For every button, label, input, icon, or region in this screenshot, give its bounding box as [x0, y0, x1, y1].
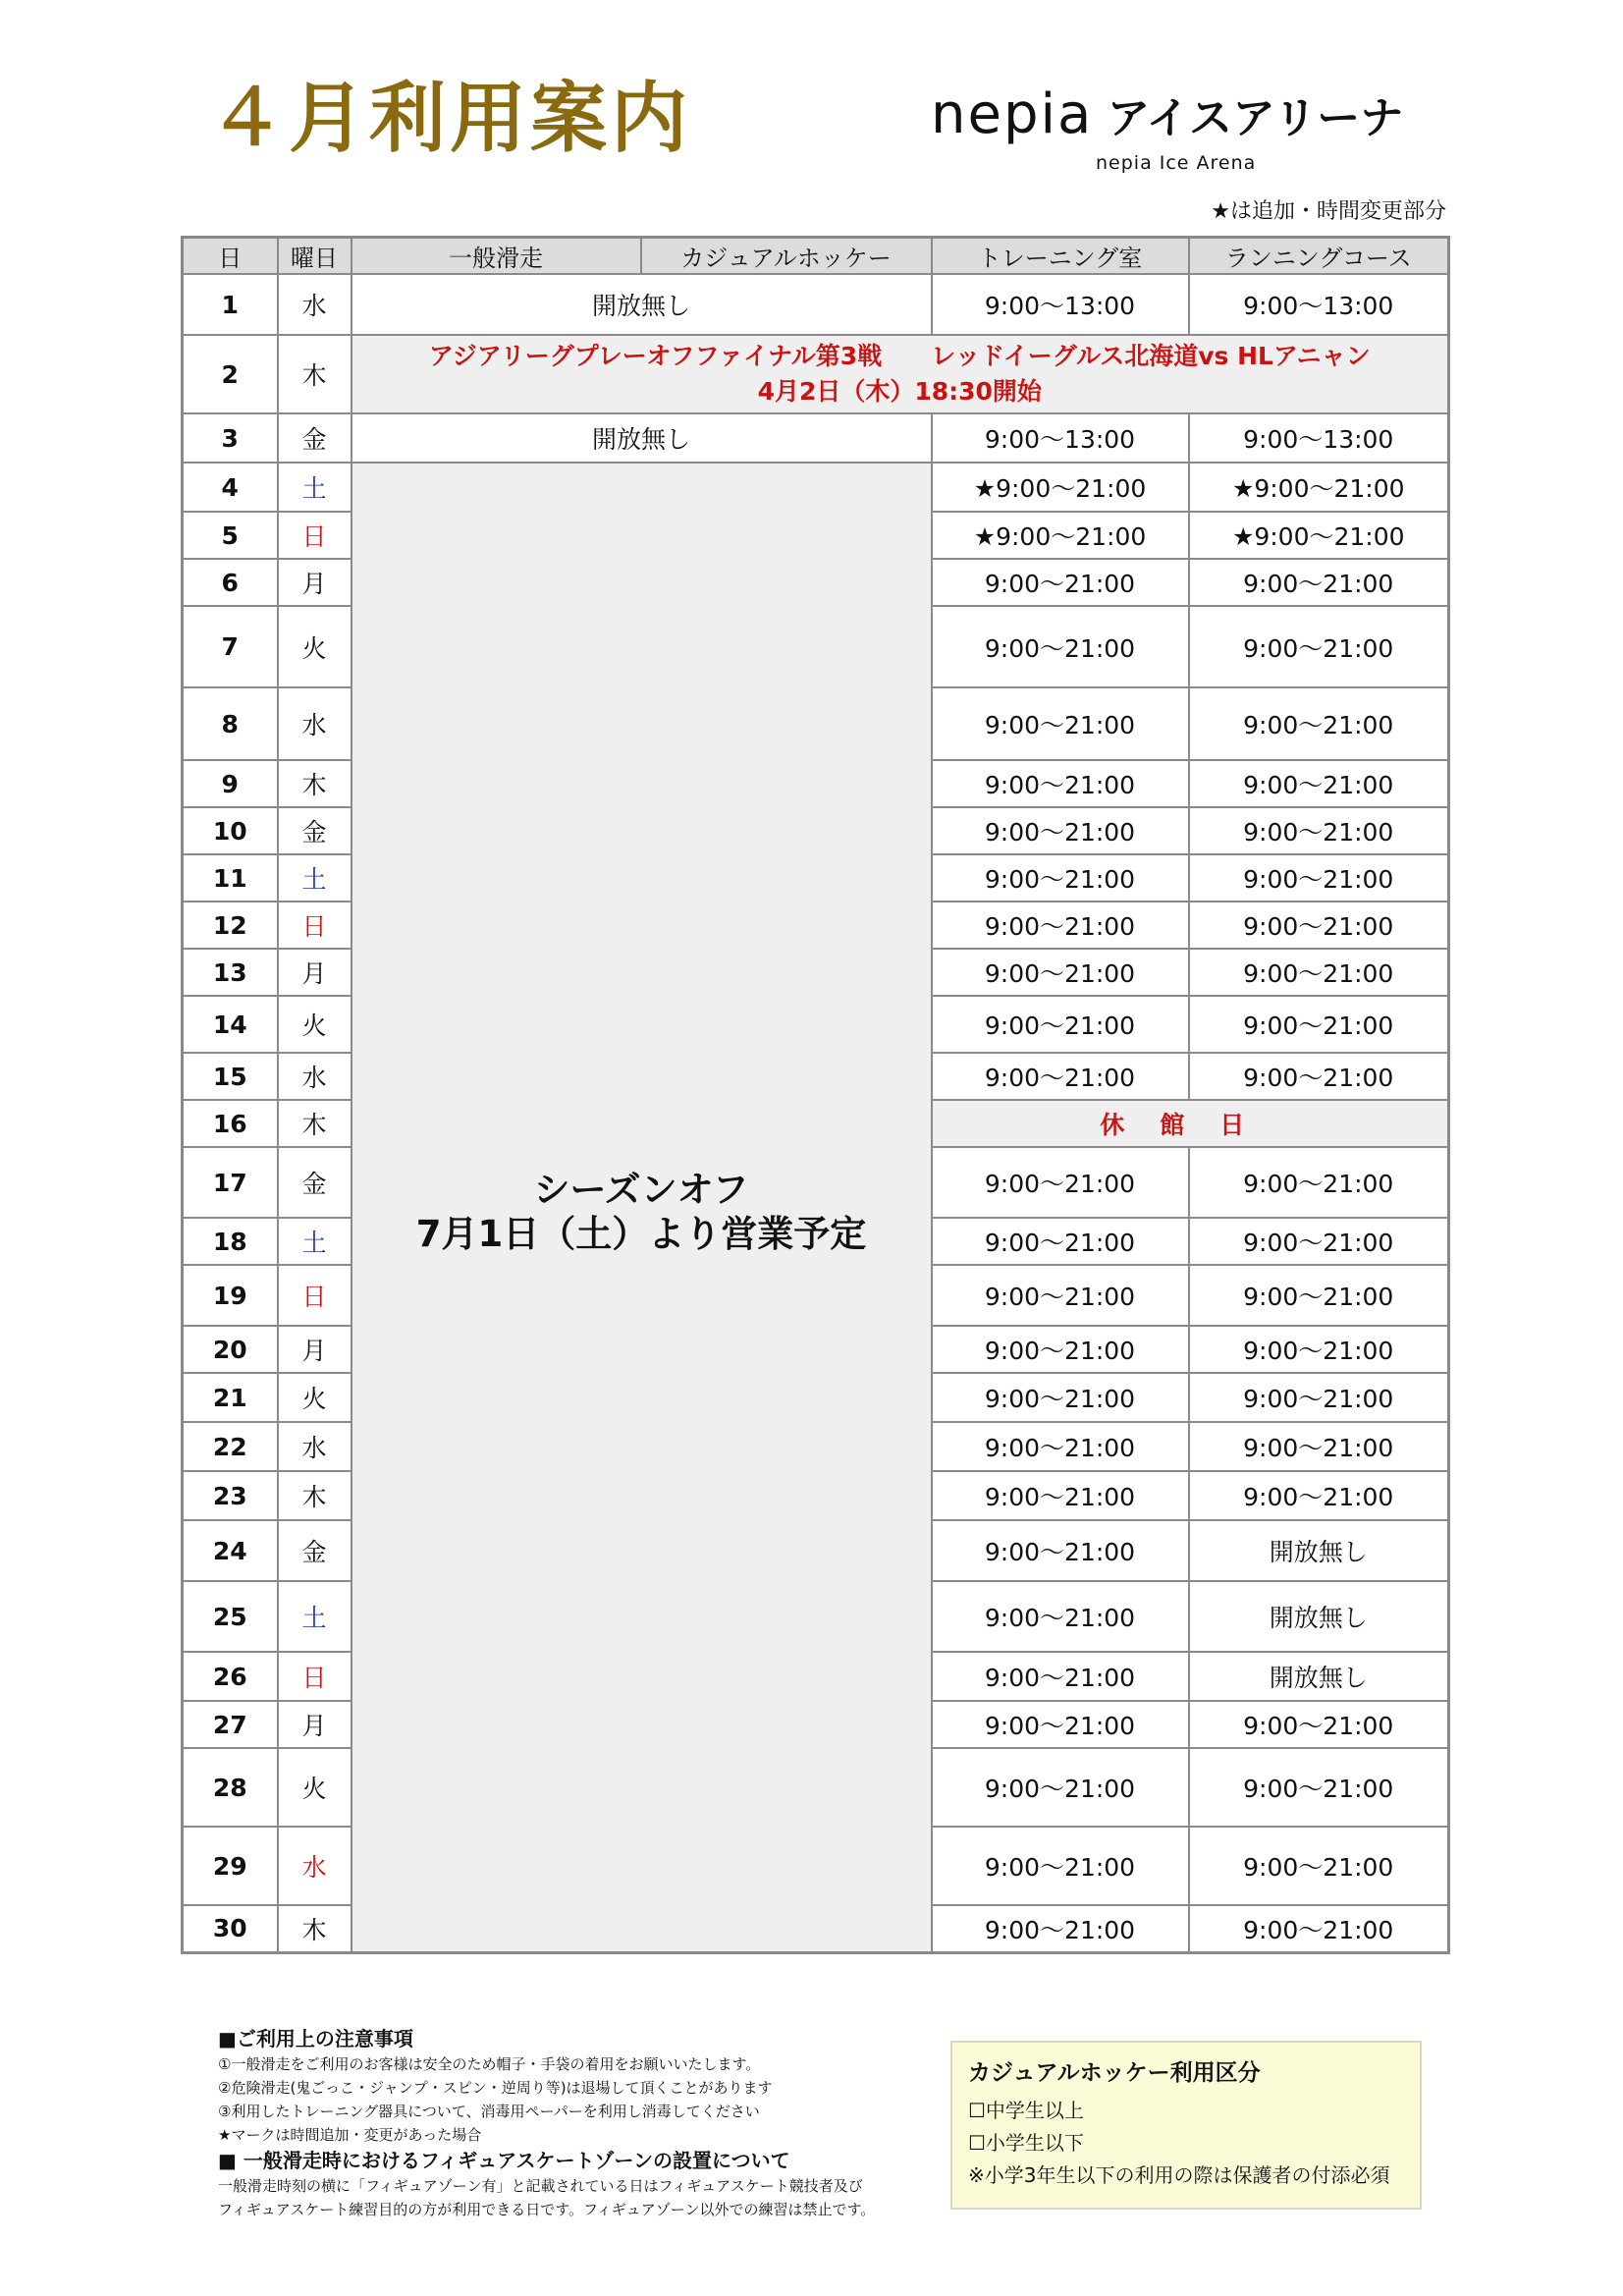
running-course-cell: 9:00～13:00 [1189, 413, 1449, 463]
day-cell: 12 [183, 902, 278, 949]
day-cell: 11 [183, 854, 278, 902]
training-room-cell: 9:00～21:00 [932, 1520, 1189, 1581]
training-room-cell: 9:00～21:00 [932, 949, 1189, 996]
table-row [183, 335, 1449, 413]
running-course-cell: 9:00～21:00 [1189, 760, 1449, 807]
day-cell: 15 [183, 1053, 278, 1100]
day-cell: 26 [183, 1652, 278, 1701]
day-cell: 24 [183, 1520, 278, 1581]
table-row [183, 463, 1449, 512]
training-room-cell: 9:00～21:00 [932, 559, 1189, 606]
training-room-cell: 9:00～21:00 [932, 1581, 1189, 1652]
day-cell: 28 [183, 1748, 278, 1827]
weekday-cell: 日 [278, 1265, 352, 1326]
running-course-cell: 9:00～21:00 [1189, 854, 1449, 902]
logo-subtitle: nepia Ice Arena [1096, 152, 1257, 174]
header-training-room: トレーニング室 [932, 238, 1189, 275]
training-room-cell: 9:00～21:00 [932, 1652, 1189, 1701]
training-room-cell: 9:00～21:00 [932, 1471, 1189, 1520]
header-running-course: ランニングコース [1189, 238, 1449, 275]
logo-nepia-text: nepia [931, 82, 1094, 146]
weekday-cell: 月 [278, 1326, 352, 1373]
running-course-cell: 9:00～21:00 [1189, 606, 1449, 687]
running-course-cell: 9:00～21:00 [1189, 1827, 1449, 1905]
note-line: ③利用したトレーニング器具について、消毒用ペーパーを利用し消毒してください [218, 2103, 760, 2120]
day-cell: 23 [183, 1471, 278, 1520]
training-room-cell: 9:00～21:00 [932, 807, 1189, 854]
running-course-cell: 9:00～21:00 [1189, 1218, 1449, 1265]
day-cell: 6 [183, 559, 278, 606]
weekday-cell: 水 [278, 1053, 352, 1100]
training-room-cell: 9:00～21:00 [932, 996, 1189, 1053]
training-room-cell: 9:00～21:00 [932, 1748, 1189, 1827]
day-cell: 14 [183, 996, 278, 1053]
day-cell: 21 [183, 1373, 278, 1422]
holiday-cell: 休館日 [932, 1100, 1449, 1147]
training-room-cell: ★9:00～21:00 [932, 512, 1189, 559]
header-general-skating: 一般滑走 [352, 238, 641, 275]
weekday-cell: 木 [278, 760, 352, 807]
day-cell: 19 [183, 1265, 278, 1326]
weekday-cell: 月 [278, 559, 352, 606]
weekday-cell: 火 [278, 606, 352, 687]
day-cell: 16 [183, 1100, 278, 1147]
running-course-cell: ★9:00～21:00 [1189, 512, 1449, 559]
note-line: ★マークは時間追加・変更があった場合 [218, 2126, 482, 2144]
training-room-cell: ★9:00～21:00 [932, 463, 1189, 512]
note-line: ①一般滑走をご利用のお客様は安全のため帽子・手袋の着用をお願いいたします。 [218, 2055, 761, 2073]
day-cell: 17 [183, 1147, 278, 1218]
training-room-cell: 9:00～21:00 [932, 1218, 1189, 1265]
running-course-cell: ★9:00～21:00 [1189, 463, 1449, 512]
running-course-cell: 9:00～21:00 [1189, 1748, 1449, 1827]
day-cell: 29 [183, 1827, 278, 1905]
logo-japanese-text: アイスアリーナ [1107, 93, 1404, 143]
season-off-cell [352, 463, 932, 1952]
running-course-cell: 開放無し [1189, 1652, 1449, 1701]
training-room-cell: 9:00～13:00 [932, 274, 1189, 335]
weekday-cell: 水 [278, 687, 352, 760]
running-course-cell: 9:00～21:00 [1189, 1326, 1449, 1373]
page-title: ４月利用案内 [208, 75, 692, 163]
training-room-cell: 9:00～21:00 [932, 606, 1189, 687]
legend-note: ★は追加・時間変更部分 [1211, 199, 1446, 224]
running-course-cell: 9:00～21:00 [1189, 949, 1449, 996]
schedule-table [181, 236, 1450, 1954]
season-reopen-date: 7月1日（土）より営業予定 [415, 1213, 867, 1255]
hockey-box-title: カジュアルホッケー利用区分 [968, 2060, 1261, 2086]
table-row [183, 274, 1449, 335]
running-course-cell: 9:00～21:00 [1189, 1147, 1449, 1218]
season-off-title: シーズンオフ [533, 1169, 749, 1211]
day-cell: 18 [183, 1218, 278, 1265]
training-room-cell: 9:00～21:00 [932, 854, 1189, 902]
hockey-item: ☐中学生以上 [968, 2099, 1084, 2122]
day-cell: 4 [183, 463, 278, 512]
training-room-cell: 9:00～21:00 [932, 1147, 1189, 1218]
general-hockey-closed-cell: 開放無し [352, 413, 932, 463]
season-off-notice [352, 1168, 931, 1256]
day-cell: 8 [183, 687, 278, 760]
general-hockey-closed-cell: 開放無し [352, 274, 932, 335]
weekday-cell: 土 [278, 854, 352, 902]
weekday-cell: 木 [278, 335, 352, 413]
running-course-cell: 9:00～21:00 [1189, 996, 1449, 1053]
arena-logo [931, 82, 1441, 174]
running-course-cell: 9:00～21:00 [1189, 1265, 1449, 1326]
weekday-cell: 木 [278, 1905, 352, 1952]
weekday-cell: 水 [278, 1827, 352, 1905]
day-cell: 30 [183, 1905, 278, 1952]
training-room-cell: 9:00～21:00 [932, 1326, 1189, 1373]
weekday-cell: 火 [278, 1748, 352, 1827]
header-casual-hockey: カジュアルホッケー [641, 238, 932, 275]
running-course-cell: 9:00～21:00 [1189, 902, 1449, 949]
day-cell: 25 [183, 1581, 278, 1652]
weekday-cell: 水 [278, 274, 352, 335]
weekday-cell: 月 [278, 949, 352, 996]
running-course-cell: 開放無し [1189, 1520, 1449, 1581]
notes-heading: ■ご利用上の注意事項 [218, 2027, 413, 2050]
day-cell: 20 [183, 1326, 278, 1373]
training-room-cell: 9:00～21:00 [932, 687, 1189, 760]
note-line: 一般滑走時刻の横に「フィギュアゾーン有」と記載されている日はフィギュアスケート競技者及び [218, 2177, 863, 2195]
weekday-cell: 木 [278, 1100, 352, 1147]
training-room-cell: 9:00～21:00 [932, 1053, 1189, 1100]
running-course-cell: 9:00～21:00 [1189, 559, 1449, 606]
weekday-cell: 金 [278, 1520, 352, 1581]
table-header-row [183, 238, 1449, 275]
running-course-cell: 開放無し [1189, 1581, 1449, 1652]
running-course-cell: 9:00～21:00 [1189, 1701, 1449, 1748]
note-line: フィギュアスケート練習目的の方が利用できる日です。フィギュアゾーン以外での練習は禁止です。 [218, 2201, 876, 2218]
running-course-cell: 9:00～21:00 [1189, 687, 1449, 760]
running-course-cell: 9:00～21:00 [1189, 1471, 1449, 1520]
weekday-cell: 日 [278, 902, 352, 949]
table-row [183, 413, 1449, 463]
day-cell: 13 [183, 949, 278, 996]
running-course-cell: 9:00～21:00 [1189, 1905, 1449, 1952]
weekday-cell: 土 [278, 463, 352, 512]
weekday-cell: 木 [278, 1471, 352, 1520]
day-cell: 10 [183, 807, 278, 854]
training-room-cell: 9:00～13:00 [932, 413, 1189, 463]
event-datetime: 4月2日（木）18:30開始 [757, 377, 1042, 406]
note-line: ②危険滑走(鬼ごっこ・ジャンプ・スピン・逆周り等)は退場して頂くことがあります [218, 2079, 773, 2097]
weekday-cell: 金 [278, 1147, 352, 1218]
weekday-cell: 月 [278, 1701, 352, 1748]
weekday-cell: 金 [278, 807, 352, 854]
day-cell: 27 [183, 1701, 278, 1748]
header-day: 日 [183, 238, 278, 275]
training-room-cell: 9:00～21:00 [932, 1265, 1189, 1326]
day-cell: 5 [183, 512, 278, 559]
weekday-cell: 火 [278, 1373, 352, 1422]
event-title: アジアリーグプレーオフファイナル第3戦 レッドイーグルス北海道vs HLアニャン [428, 342, 1371, 370]
weekday-cell: 土 [278, 1581, 352, 1652]
weekday-cell: 日 [278, 512, 352, 559]
training-room-cell: 9:00～21:00 [932, 1701, 1189, 1748]
day-cell: 7 [183, 606, 278, 687]
weekday-cell: 土 [278, 1218, 352, 1265]
usage-notes [218, 2025, 905, 2221]
figure-zone-heading: ■ 一般滑走時におけるフィギュアスケートゾーンの設置について [218, 2149, 790, 2172]
training-room-cell: 9:00～21:00 [932, 902, 1189, 949]
running-course-cell: 9:00～21:00 [1189, 1053, 1449, 1100]
hockey-item: ※小学3年生以下の利用の際は保護者の付添必須 [968, 2163, 1390, 2187]
training-room-cell: 9:00～21:00 [932, 760, 1189, 807]
weekday-cell: 水 [278, 1422, 352, 1471]
event-cell [352, 335, 1449, 413]
day-cell: 2 [183, 335, 278, 413]
training-room-cell: 9:00～21:00 [932, 1422, 1189, 1471]
day-cell: 22 [183, 1422, 278, 1471]
day-cell: 3 [183, 413, 278, 463]
hockey-item: ☐小学生以下 [968, 2131, 1084, 2155]
weekday-cell: 日 [278, 1652, 352, 1701]
casual-hockey-box [950, 2041, 1422, 2210]
weekday-cell: 火 [278, 996, 352, 1053]
weekday-cell: 金 [278, 413, 352, 463]
day-cell: 1 [183, 274, 278, 335]
running-course-cell: 9:00～21:00 [1189, 1422, 1449, 1471]
header-weekday: 曜日 [278, 238, 352, 275]
running-course-cell: 9:00～13:00 [1189, 274, 1449, 335]
training-room-cell: 9:00～21:00 [932, 1827, 1189, 1905]
training-room-cell: 9:00～21:00 [932, 1905, 1189, 1952]
day-cell: 9 [183, 760, 278, 807]
running-course-cell: 9:00～21:00 [1189, 807, 1449, 854]
running-course-cell: 9:00～21:00 [1189, 1373, 1449, 1422]
training-room-cell: 9:00～21:00 [932, 1373, 1189, 1422]
